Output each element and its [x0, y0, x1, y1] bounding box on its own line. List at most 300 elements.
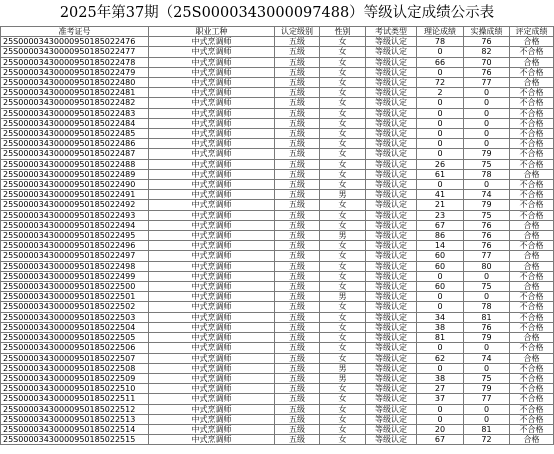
- table-row: [1, 169, 554, 179]
- exam-type-cell: 等级认定: [366, 129, 417, 139]
- practical-score-cell: 75: [464, 373, 510, 383]
- result-cell: 不合格: [510, 88, 554, 98]
- header-exam-type: 考试类型: [366, 27, 417, 37]
- gender-cell: 女: [320, 424, 366, 434]
- practical-score-cell: 76: [464, 322, 510, 332]
- exam-id-cell: 25S000034300009501850224​76: [1, 37, 149, 47]
- theory-score-cell: 0: [417, 129, 464, 139]
- practical-score-cell: 76: [464, 231, 510, 241]
- exam-type-cell: 等级认定: [366, 312, 417, 322]
- result-cell: 不合格: [510, 394, 554, 404]
- level-cell: 五级: [275, 139, 320, 149]
- practical-score-cell: 77: [464, 251, 510, 261]
- practical-score-cell: 79: [464, 149, 510, 159]
- result-cell: 不合格: [510, 149, 554, 159]
- exam-type-cell: 等级认定: [366, 292, 417, 302]
- theory-score-cell: 78: [417, 37, 464, 47]
- result-cell: 不合格: [510, 210, 554, 220]
- practical-score-cell: 0: [464, 343, 510, 353]
- practical-score-cell: 0: [464, 404, 510, 414]
- result-cell: 合格: [510, 353, 554, 363]
- exam-id-cell: 25S00003430000950185022508: [1, 363, 149, 373]
- theory-score-cell: 0: [417, 414, 464, 424]
- theory-score-cell: 0: [417, 271, 464, 281]
- level-cell: 五级: [275, 261, 320, 271]
- practical-score-cell: 0: [464, 363, 510, 373]
- table-row: [1, 373, 554, 383]
- header-practical-score: 实操成绩: [464, 27, 510, 37]
- exam-type-cell: 等级认定: [366, 37, 417, 47]
- gender-cell: 女: [320, 220, 366, 230]
- gender-cell: 女: [320, 435, 366, 445]
- exam-type-cell: 等级认定: [366, 373, 417, 383]
- result-cell: 不合格: [510, 292, 554, 302]
- level-cell: 五级: [275, 363, 320, 373]
- practical-score-cell: 0: [464, 98, 510, 108]
- result-cell: 合格: [510, 57, 554, 67]
- practical-score-cell: 78: [464, 169, 510, 179]
- level-cell: 五级: [275, 251, 320, 261]
- gender-cell: 女: [320, 251, 366, 261]
- level-cell: 五级: [275, 312, 320, 322]
- exam-id-cell: 25S00003430000950185022512: [1, 404, 149, 414]
- level-cell: 五级: [275, 435, 320, 445]
- table-row: [1, 302, 554, 312]
- occupation-cell: 中式烹调师: [149, 190, 275, 200]
- gender-cell: 女: [320, 333, 366, 343]
- practical-score-cell: 70: [464, 57, 510, 67]
- practical-score-cell: 77: [464, 78, 510, 88]
- exam-type-cell: 等级认定: [366, 343, 417, 353]
- table-row: [1, 118, 554, 128]
- table-row: [1, 424, 554, 434]
- result-cell: 合格: [510, 251, 554, 261]
- occupation-cell: 中式烹调师: [149, 139, 275, 149]
- exam-type-cell: 等级认定: [366, 200, 417, 210]
- occupation-cell: 中式烹调师: [149, 394, 275, 404]
- exam-id-cell: 25S00003430000950185022483: [1, 108, 149, 118]
- exam-type-cell: 等级认定: [366, 67, 417, 77]
- table-row: [1, 333, 554, 343]
- exam-id-cell: 25S00003430000950185022515: [1, 435, 149, 445]
- table-row: [1, 404, 554, 414]
- exam-id-cell: 25S00003430000950185022496: [1, 241, 149, 251]
- occupation-cell: 中式烹调师: [149, 159, 275, 169]
- theory-score-cell: 21: [417, 200, 464, 210]
- occupation-cell: 中式烹调师: [149, 88, 275, 98]
- level-cell: 五级: [275, 78, 320, 88]
- theory-score-cell: 37: [417, 394, 464, 404]
- practical-score-cell: 78: [464, 302, 510, 312]
- gender-cell: 女: [320, 78, 366, 88]
- gender-cell: 女: [320, 414, 366, 424]
- result-cell: 不合格: [510, 98, 554, 108]
- practical-score-cell: 0: [464, 292, 510, 302]
- exam-type-cell: 等级认定: [366, 435, 417, 445]
- gender-cell: 女: [320, 271, 366, 281]
- exam-type-cell: 等级认定: [366, 271, 417, 281]
- table-row: [1, 414, 554, 424]
- practical-score-cell: 75: [464, 210, 510, 220]
- level-cell: 五级: [275, 190, 320, 200]
- exam-type-cell: 等级认定: [366, 159, 417, 169]
- level-cell: 五级: [275, 394, 320, 404]
- theory-score-cell: 0: [417, 139, 464, 149]
- header-level: 认定级别: [275, 27, 320, 37]
- theory-score-cell: 0: [417, 118, 464, 128]
- result-cell: 合格: [510, 220, 554, 230]
- practical-score-cell: 80: [464, 261, 510, 271]
- gender-cell: 女: [320, 108, 366, 118]
- exam-id-cell: 25S00003430000950185022497: [1, 251, 149, 261]
- exam-id-cell: 25S00003430000950185022480: [1, 78, 149, 88]
- result-cell: 不合格: [510, 67, 554, 77]
- result-cell: 合格: [510, 37, 554, 47]
- result-cell: 不合格: [510, 373, 554, 383]
- exam-id-cell: 25S00003430000950185022490: [1, 180, 149, 190]
- occupation-cell: 中式烹调师: [149, 282, 275, 292]
- level-cell: 五级: [275, 343, 320, 353]
- occupation-cell: 中式烹调师: [149, 414, 275, 424]
- occupation-cell: 中式烹调师: [149, 373, 275, 383]
- table-row: [1, 180, 554, 190]
- occupation-cell: 中式烹调师: [149, 220, 275, 230]
- exam-type-cell: 等级认定: [366, 210, 417, 220]
- theory-score-cell: 38: [417, 322, 464, 332]
- theory-score-cell: 66: [417, 57, 464, 67]
- theory-score-cell: 0: [417, 149, 464, 159]
- result-cell: 不合格: [510, 404, 554, 414]
- occupation-cell: 中式烹调师: [149, 78, 275, 88]
- exam-type-cell: 等级认定: [366, 384, 417, 394]
- table-body: [1, 37, 554, 445]
- theory-score-cell: 38: [417, 373, 464, 383]
- exam-type-cell: 等级认定: [366, 169, 417, 179]
- gender-cell: 男: [320, 373, 366, 383]
- result-cell: 不合格: [510, 312, 554, 322]
- table-row: [1, 129, 554, 139]
- result-cell: 合格: [510, 169, 554, 179]
- practical-score-cell: 72: [464, 435, 510, 445]
- practical-score-cell: 82: [464, 47, 510, 57]
- table-row: [1, 47, 554, 57]
- result-cell: 不合格: [510, 384, 554, 394]
- theory-score-cell: 60: [417, 251, 464, 261]
- gender-cell: 女: [320, 353, 366, 363]
- practical-score-cell: 79: [464, 384, 510, 394]
- theory-score-cell: 0: [417, 108, 464, 118]
- gender-cell: 女: [320, 241, 366, 251]
- level-cell: 五级: [275, 302, 320, 312]
- practical-score-cell: 74: [464, 353, 510, 363]
- exam-id-cell: 25S00003430000950185022501: [1, 292, 149, 302]
- theory-score-cell: 60: [417, 261, 464, 271]
- page-title: 2025年第37期（25S0000343000097488）等级认定成绩公示表: [59, 5, 495, 21]
- result-cell: 不合格: [510, 424, 554, 434]
- gender-cell: 女: [320, 67, 366, 77]
- gender-cell: 女: [320, 394, 366, 404]
- theory-score-cell: 67: [417, 220, 464, 230]
- result-cell: 不合格: [510, 241, 554, 251]
- level-cell: 五级: [275, 118, 320, 128]
- result-cell: 合格: [510, 78, 554, 88]
- table-row: [1, 343, 554, 353]
- level-cell: 五级: [275, 333, 320, 343]
- theory-score-cell: 23: [417, 210, 464, 220]
- level-cell: 五级: [275, 169, 320, 179]
- gender-cell: 女: [320, 282, 366, 292]
- exam-type-cell: 等级认定: [366, 149, 417, 159]
- practical-score-cell: 76: [464, 67, 510, 77]
- theory-score-cell: 60: [417, 282, 464, 292]
- gender-cell: 男: [320, 190, 366, 200]
- occupation-cell: 中式烹调师: [149, 67, 275, 77]
- result-cell: 不合格: [510, 414, 554, 424]
- occupation-cell: 中式烹调师: [149, 251, 275, 261]
- header-theory-score: 理论成绩: [417, 27, 464, 37]
- result-cell: 不合格: [510, 322, 554, 332]
- theory-score-cell: 0: [417, 404, 464, 414]
- result-cell: 不合格: [510, 159, 554, 169]
- gender-cell: 女: [320, 47, 366, 57]
- table-row: [1, 190, 554, 200]
- occupation-cell: 中式烹调师: [149, 333, 275, 343]
- gender-cell: 女: [320, 159, 366, 169]
- table-row: [1, 353, 554, 363]
- level-cell: 五级: [275, 424, 320, 434]
- result-cell: 合格: [510, 435, 554, 445]
- exam-id-cell: 25S00003430000950185022499: [1, 271, 149, 281]
- level-cell: 五级: [275, 159, 320, 169]
- table-row: [1, 37, 554, 47]
- table-row: [1, 210, 554, 220]
- occupation-cell: 中式烹调师: [149, 37, 275, 47]
- table-row: [1, 149, 554, 159]
- occupation-cell: 中式烹调师: [149, 435, 275, 445]
- table-row: [1, 98, 554, 108]
- level-cell: 五级: [275, 384, 320, 394]
- theory-score-cell: 0: [417, 98, 464, 108]
- result-cell: 合格: [510, 282, 554, 292]
- occupation-cell: 中式烹调师: [149, 149, 275, 159]
- result-cell: 不合格: [510, 302, 554, 312]
- exam-id-cell: 25S00003430000950185022486: [1, 139, 149, 149]
- exam-type-cell: 等级认定: [366, 220, 417, 230]
- practical-score-cell: 0: [464, 129, 510, 139]
- exam-id-cell: 25S00003430000950185022493: [1, 210, 149, 220]
- level-cell: 五级: [275, 210, 320, 220]
- result-cell: 不合格: [510, 271, 554, 281]
- exam-id-cell: 25S00003430000950185022510: [1, 384, 149, 394]
- result-cell: 合格: [510, 333, 554, 343]
- exam-type-cell: 等级认定: [366, 139, 417, 149]
- level-cell: 五级: [275, 414, 320, 424]
- gender-cell: 女: [320, 322, 366, 332]
- theory-score-cell: 61: [417, 169, 464, 179]
- theory-score-cell: 0: [417, 180, 464, 190]
- exam-type-cell: 等级认定: [366, 57, 417, 67]
- exam-id-cell: 25S00003430000950185022500: [1, 282, 149, 292]
- gender-cell: 女: [320, 37, 366, 47]
- level-cell: 五级: [275, 108, 320, 118]
- gender-cell: 女: [320, 139, 366, 149]
- exam-type-cell: 等级认定: [366, 394, 417, 404]
- level-cell: 五级: [275, 149, 320, 159]
- table-row: [1, 261, 554, 271]
- level-cell: 五级: [275, 241, 320, 251]
- level-cell: 五级: [275, 37, 320, 47]
- level-cell: 五级: [275, 271, 320, 281]
- occupation-cell: 中式烹调师: [149, 343, 275, 353]
- level-cell: 五级: [275, 404, 320, 414]
- exam-id-cell: 25S00003430000950185022505: [1, 333, 149, 343]
- practical-score-cell: 75: [464, 159, 510, 169]
- exam-id-cell: 25S00003430000950185022481: [1, 88, 149, 98]
- practical-score-cell: 0: [464, 108, 510, 118]
- gender-cell: 女: [320, 210, 366, 220]
- exam-type-cell: 等级认定: [366, 231, 417, 241]
- result-cell: 不合格: [510, 47, 554, 57]
- exam-type-cell: 等级认定: [366, 363, 417, 373]
- exam-id-cell: 25S00003430000950185022485: [1, 129, 149, 139]
- level-cell: 五级: [275, 322, 320, 332]
- result-cell: 不合格: [510, 129, 554, 139]
- occupation-cell: 中式烹调师: [149, 180, 275, 190]
- exam-type-cell: 等级认定: [366, 190, 417, 200]
- practical-score-cell: 76: [464, 241, 510, 251]
- practical-score-cell: 81: [464, 312, 510, 322]
- theory-score-cell: 14: [417, 241, 464, 251]
- result-cell: 不合格: [510, 190, 554, 200]
- exam-type-cell: 等级认定: [366, 108, 417, 118]
- exam-id-cell: 25S00003430000950185022482: [1, 98, 149, 108]
- exam-type-cell: 等级认定: [366, 404, 417, 414]
- occupation-cell: 中式烹调师: [149, 98, 275, 108]
- exam-id-cell: 25S00003430000950185022511: [1, 394, 149, 404]
- gender-cell: 女: [320, 118, 366, 128]
- header-result: 评定成绩: [510, 27, 554, 37]
- table-row: [1, 231, 554, 241]
- practical-score-cell: 79: [464, 200, 510, 210]
- table-row: [1, 159, 554, 169]
- level-cell: 五级: [275, 180, 320, 190]
- theory-score-cell: 0: [417, 343, 464, 353]
- exam-type-cell: 等级认定: [366, 78, 417, 88]
- gender-cell: 女: [320, 343, 366, 353]
- level-cell: 五级: [275, 231, 320, 241]
- exam-id-cell: 25S00003430000950185022479: [1, 67, 149, 77]
- level-cell: 五级: [275, 47, 320, 57]
- exam-type-cell: 等级认定: [366, 424, 417, 434]
- table-row: [1, 271, 554, 281]
- gender-cell: 女: [320, 261, 366, 271]
- exam-type-cell: 等级认定: [366, 180, 417, 190]
- level-cell: 五级: [275, 373, 320, 383]
- level-cell: 五级: [275, 220, 320, 230]
- theory-score-cell: 20: [417, 424, 464, 434]
- practical-score-cell: 76: [464, 37, 510, 47]
- table-row: [1, 108, 554, 118]
- theory-score-cell: 81: [417, 333, 464, 343]
- result-cell: 不合格: [510, 200, 554, 210]
- level-cell: 五级: [275, 129, 320, 139]
- exam-id-cell: 25S00003430000950185022509: [1, 373, 149, 383]
- gender-cell: 女: [320, 200, 366, 210]
- practical-score-cell: 0: [464, 88, 510, 98]
- table-row: [1, 67, 554, 77]
- practical-score-cell: 79: [464, 333, 510, 343]
- table-row: [1, 292, 554, 302]
- theory-score-cell: 86: [417, 231, 464, 241]
- theory-score-cell: 72: [417, 78, 464, 88]
- level-cell: 五级: [275, 98, 320, 108]
- gender-cell: 女: [320, 404, 366, 414]
- occupation-cell: 中式烹调师: [149, 292, 275, 302]
- exam-id-cell: 25S00003430000950185022502: [1, 302, 149, 312]
- result-cell: 不合格: [510, 363, 554, 373]
- gender-cell: 女: [320, 302, 366, 312]
- occupation-cell: 中式烹调师: [149, 231, 275, 241]
- result-cell: 合格: [510, 261, 554, 271]
- score-table: [0, 26, 554, 445]
- practical-score-cell: 77: [464, 394, 510, 404]
- exam-type-cell: 等级认定: [366, 118, 417, 128]
- exam-type-cell: 等级认定: [366, 322, 417, 332]
- gender-cell: 女: [320, 312, 366, 322]
- exam-id-cell: 25S00003430000950185022488: [1, 159, 149, 169]
- exam-id-cell: 25S00003430000950185022477: [1, 47, 149, 57]
- table-row: [1, 88, 554, 98]
- exam-type-cell: 等级认定: [366, 282, 417, 292]
- exam-type-cell: 等级认定: [366, 88, 417, 98]
- occupation-cell: 中式烹调师: [149, 363, 275, 373]
- gender-cell: 女: [320, 149, 366, 159]
- occupation-cell: 中式烹调师: [149, 241, 275, 251]
- result-cell: 不合格: [510, 118, 554, 128]
- gender-cell: 女: [320, 88, 366, 98]
- exam-type-cell: 等级认定: [366, 98, 417, 108]
- gender-cell: 女: [320, 129, 366, 139]
- header-gender: 性别: [320, 27, 366, 37]
- practical-score-cell: 0: [464, 414, 510, 424]
- occupation-cell: 中式烹调师: [149, 47, 275, 57]
- gender-cell: 男: [320, 292, 366, 302]
- exam-id-cell: 25S00003430000950185022494: [1, 220, 149, 230]
- theory-score-cell: 0: [417, 47, 464, 57]
- theory-score-cell: 0: [417, 67, 464, 77]
- theory-score-cell: 0: [417, 302, 464, 312]
- level-cell: 五级: [275, 353, 320, 363]
- occupation-cell: 中式烹调师: [149, 129, 275, 139]
- practical-score-cell: 75: [464, 282, 510, 292]
- exam-id-cell: 25S00003430000950185022487: [1, 149, 149, 159]
- exam-type-cell: 等级认定: [366, 414, 417, 424]
- level-cell: 五级: [275, 292, 320, 302]
- table-row: [1, 394, 554, 404]
- gender-cell: 女: [320, 180, 366, 190]
- occupation-cell: 中式烹调师: [149, 200, 275, 210]
- exam-type-cell: 等级认定: [366, 251, 417, 261]
- exam-id-cell: 25S00003430000950185022504: [1, 322, 149, 332]
- gender-cell: 女: [320, 98, 366, 108]
- table-row: [1, 241, 554, 251]
- practical-score-cell: 0: [464, 118, 510, 128]
- exam-id-cell: 25S00003430000950185022484: [1, 118, 149, 128]
- level-cell: 五级: [275, 57, 320, 67]
- occupation-cell: 中式烹调师: [149, 424, 275, 434]
- header-exam-id: 准考证号: [1, 27, 149, 37]
- theory-score-cell: 41: [417, 190, 464, 200]
